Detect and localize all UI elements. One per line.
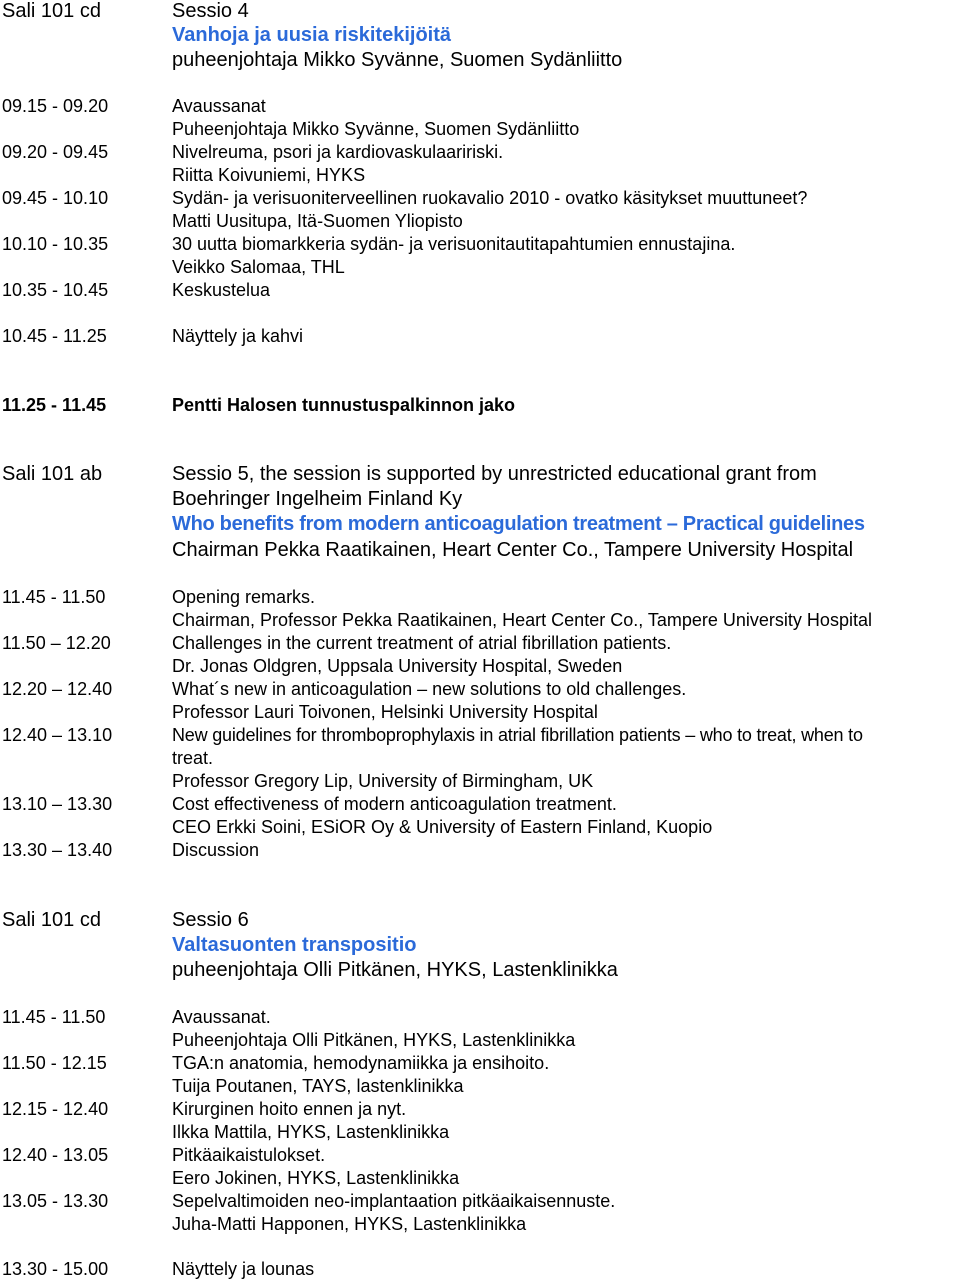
session-title: Vanhoja ja uusia riskitekijöitä	[172, 24, 451, 46]
talk-title: What´s new in anticoagulation – new solutions to old challenges.	[172, 679, 687, 699]
time-slot: 12.40 – 13.10	[2, 725, 113, 745]
session-label: Sessio 4	[172, 0, 249, 22]
session-sponsor: Boehringer Ingelheim Finland Ky	[172, 488, 463, 510]
talk-title: Keskustelua	[172, 280, 271, 300]
room-label: Sali 101 cd	[2, 909, 101, 931]
talk-title: Opening remarks.	[172, 587, 316, 607]
session-title: Valtasuonten transpositio	[172, 934, 417, 956]
talk-title: Näyttely ja lounas	[172, 1259, 315, 1279]
speaker: Puheenjohtaja Mikko Syvänne, Suomen Sydänliitto	[172, 119, 580, 139]
time-slot: 13.30 – 13.40	[2, 840, 113, 860]
talk-title: Sepelvaltimoiden neo-implantaation pitkäaikaisennuste.	[172, 1191, 616, 1211]
time-slot: 13.05 - 13.30	[2, 1191, 109, 1211]
speaker: Veikko Salomaa, THL	[172, 257, 345, 277]
speaker: Juha-Matti Happonen, HYKS, Lastenklinikka	[172, 1214, 527, 1234]
time-slot: 13.10 – 13.30	[2, 794, 113, 814]
speaker: Dr. Jonas Oldgren, Uppsala University Hospital, Sweden	[172, 656, 623, 676]
speaker: Ilkka Mattila, HYKS, Lastenklinikka	[172, 1122, 450, 1142]
talk-title: Sydän- ja verisuoniterveellinen ruokavalio 2010 - ovatko käsitykset muuttuneet?	[172, 188, 808, 208]
speaker: Riitta Koivuniemi, HYKS	[172, 165, 366, 185]
speaker: Matti Uusitupa, Itä-Suomen Yliopisto	[172, 211, 463, 231]
time-slot: 10.10 - 10.35	[2, 234, 109, 254]
speaker: Eero Jokinen, HYKS, Lastenklinikka	[172, 1168, 460, 1188]
time-slot: 11.25 - 11.45	[2, 395, 107, 415]
talk-title-continued: treat.	[172, 748, 214, 768]
talk-title: Avaussanat	[172, 96, 266, 116]
session-chair: puheenjohtaja Mikko Syvänne, Suomen Sydänliitto	[172, 49, 623, 71]
time-slot: 11.50 - 12.15	[2, 1053, 107, 1073]
talk-title: Pitkäaikaistulokset.	[172, 1145, 326, 1165]
time-slot: 13.30 - 15.00	[2, 1259, 109, 1279]
time-slot: 11.45 - 11.50	[2, 1007, 106, 1027]
time-slot: 12.20 – 12.40	[2, 679, 113, 699]
talk-title: New guidelines for thromboprophylaxis in atrial fibrillation patients – who to treat, when to	[172, 725, 863, 745]
session-title: Who benefits from modern anticoagulation treatment – Practical guidelines	[172, 513, 865, 535]
talk-title: Discussion	[172, 840, 260, 860]
talk-title: Cost effectiveness of modern anticoagulation treatment.	[172, 794, 617, 814]
talk-title: Challenges in the current treatment of atrial fibrillation patients.	[172, 633, 672, 653]
award-title: Pentti Halosen tunnustuspalkinnon jako	[172, 395, 516, 415]
room-label: Sali 101 ab	[2, 463, 103, 485]
time-slot: 10.45 - 11.25	[2, 326, 107, 346]
talk-title: 30 uutta biomarkkeria sydän- ja verisuonitautitapahtumien ennustajina.	[172, 234, 736, 254]
time-slot: 09.45 - 10.10	[2, 188, 109, 208]
session-label: Sessio 6	[172, 909, 249, 931]
time-slot: 12.15 - 12.40	[2, 1099, 109, 1119]
time-slot: 11.50 – 12.20	[2, 633, 111, 653]
speaker: Puheenjohtaja Olli Pitkänen, HYKS, Lastenklinikka	[172, 1030, 576, 1050]
time-slot: 10.35 - 10.45	[2, 280, 109, 300]
session-chair: puheenjohtaja Olli Pitkänen, HYKS, Lastenklinikka	[172, 959, 618, 981]
speaker: CEO Erkki Soini, ESiOR Oy & University of Eastern Finland, Kuopio	[172, 817, 713, 837]
time-slot: 12.40 - 13.05	[2, 1145, 109, 1165]
time-slot: 11.45 - 11.50	[2, 587, 106, 607]
speaker: Chairman, Professor Pekka Raatikainen, Heart Center Co., Tampere University Hospital	[172, 610, 872, 630]
talk-title: Nivelreuma, psori ja kardiovaskulaaririski.	[172, 142, 504, 162]
session-chair: Chairman Pekka Raatikainen, Heart Center Co., Tampere University Hospital	[172, 539, 854, 561]
speaker: Professor Gregory Lip, University of Birmingham, UK	[172, 771, 594, 791]
speaker: Professor Lauri Toivonen, Helsinki University Hospital	[172, 702, 598, 722]
talk-title: Kirurginen hoito ennen ja nyt.	[172, 1099, 407, 1119]
room-label: Sali 101 cd	[2, 0, 101, 22]
talk-title: Avaussanat.	[172, 1007, 271, 1027]
talk-title: Näyttely ja kahvi	[172, 326, 304, 346]
time-slot: 09.15 - 09.20	[2, 96, 109, 116]
time-slot: 09.20 - 09.45	[2, 142, 109, 162]
session-label: Sessio 5, the session is supported by unrestricted educational grant from	[172, 463, 817, 485]
talk-title: TGA:n anatomia, hemodynamiikka ja ensihoito.	[172, 1053, 550, 1073]
speaker: Tuija Poutanen, TAYS, lastenklinikka	[172, 1076, 464, 1096]
